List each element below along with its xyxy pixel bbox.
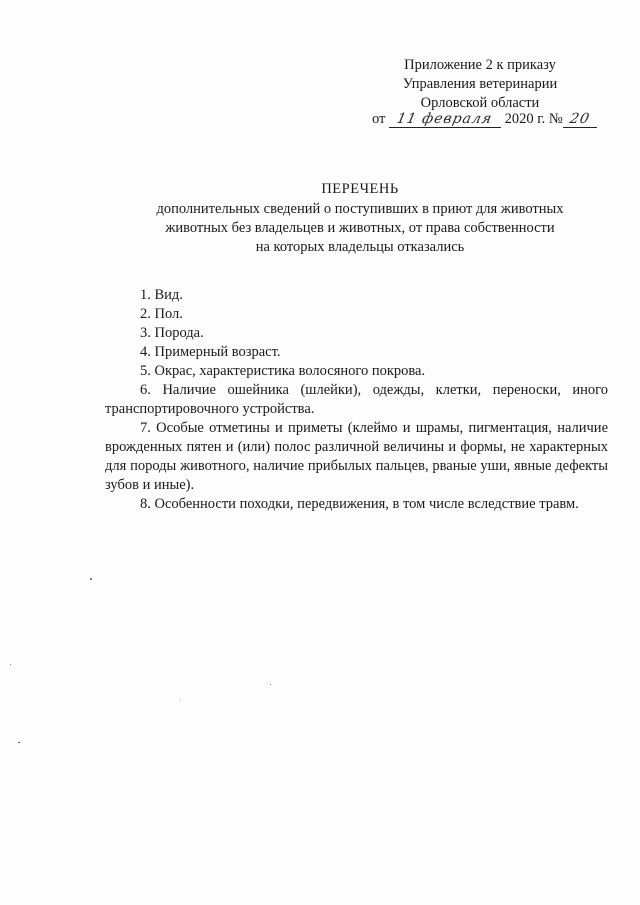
- list-item: [105, 362, 608, 381]
- appendix-header: [360, 56, 600, 113]
- item-text: Вид.: [154, 287, 183, 303]
- item-number: 2.: [140, 306, 151, 322]
- list-item: [105, 495, 608, 514]
- item-number: 3.: [140, 325, 151, 341]
- appendix-line-1: Приложение 2 к приказу: [404, 57, 556, 73]
- number-blank: [563, 111, 597, 128]
- item-number: 8.: [140, 496, 151, 512]
- date-blank: [389, 111, 501, 128]
- handwritten-number: 20: [568, 111, 592, 127]
- item-number: 5.: [140, 363, 151, 379]
- item-text: Наличие ошейника (шлейки), одежды, клетки, переноски, иного транспортировочного устройства.: [105, 382, 608, 417]
- appendix-line-2: Управления ветеринарии: [402, 76, 558, 92]
- title-line-2: животных без владельцев и животных, от права собственности: [165, 220, 555, 236]
- item-text: Пол.: [154, 306, 183, 322]
- title-line-3: на которых владельцы отказались: [255, 239, 465, 255]
- list-item: [105, 324, 608, 343]
- item-number: 6.: [140, 382, 151, 398]
- item-number: 1.: [140, 287, 151, 303]
- handwritten-date: 11 февраля: [395, 111, 495, 127]
- scan-speck: [10, 664, 11, 665]
- item-text: Примерный возраст.: [154, 344, 281, 360]
- document-title: [80, 180, 640, 257]
- item-number: 4.: [140, 344, 151, 360]
- list-item: [105, 343, 608, 362]
- scan-speck: [180, 700, 181, 701]
- scan-speck: [18, 742, 20, 743]
- info-list: [105, 286, 608, 514]
- appendix-line-3: Орловской области: [420, 95, 540, 111]
- item-text: Особенности походки, передвижения, в том числе вследствие травм.: [154, 496, 579, 512]
- list-item: [105, 419, 608, 495]
- scan-speck: [270, 684, 271, 685]
- number-label: №: [548, 111, 563, 127]
- list-item: [105, 286, 608, 305]
- order-date-line: [372, 111, 604, 128]
- list-item: [105, 305, 608, 324]
- title-heading: ПЕРЕЧЕНЬ: [321, 181, 399, 197]
- year-label: 2020 г.: [504, 111, 546, 127]
- scan-speck: [90, 578, 92, 580]
- item-text: Особые отметины и приметы (клеймо и шрамы, пигментация, наличие врожденных пятен и (или) полос различной величины и формы, не характерных для породы животного, наличие прибылых пальцев, рваные уши, явные дефекты зубов и иные).: [105, 420, 609, 493]
- title-line-1: дополнительных сведений о поступивших в приют для животных: [156, 201, 564, 217]
- item-text: Окрас, характеристика волосяного покрова.: [154, 363, 426, 379]
- from-label: от: [372, 111, 386, 127]
- item-number: 7.: [140, 420, 151, 436]
- item-text: Порода.: [154, 325, 204, 341]
- list-item: [105, 381, 608, 419]
